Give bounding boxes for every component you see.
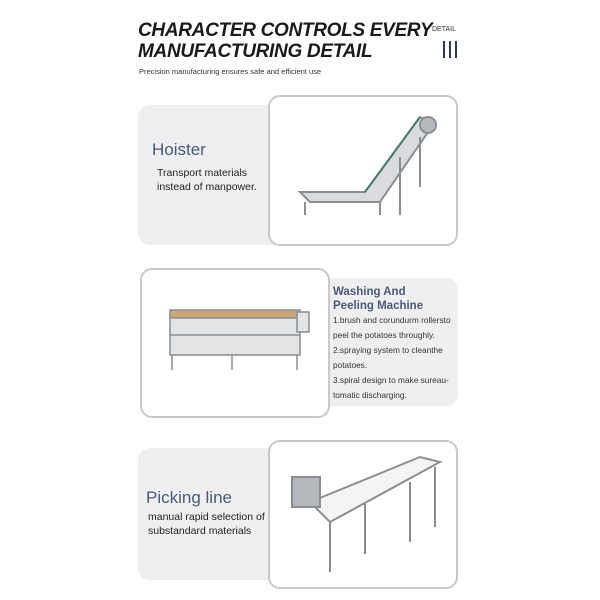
description-line: 1.brush and corundurm rollersto: [333, 315, 451, 325]
hoister-description: [157, 166, 257, 194]
description-line: potatoes.: [333, 360, 368, 370]
description-line: manual rapid selection of: [148, 511, 265, 523]
heading-line: Peeling Machine: [333, 300, 424, 312]
hoister-image-card: [268, 95, 458, 246]
picking-image-card: [268, 440, 458, 589]
description-line: tomatic discharging.: [333, 390, 407, 400]
heading-line: Washing And: [333, 286, 406, 298]
title-line-2: MANUFACTURING DETAIL: [138, 41, 373, 62]
washing-heading: [333, 285, 423, 313]
washing-machine-image: [142, 270, 328, 416]
detail-label: DETAIL: [432, 26, 456, 33]
title-line-1: CHARACTER CONTROLS EVERY: [138, 20, 433, 41]
detail-bars-icon: [443, 41, 457, 58]
description-line: substandard materials: [148, 525, 252, 537]
hoister-machine-image: [270, 97, 456, 244]
page-title: [138, 20, 432, 62]
picking-line-image: [270, 442, 456, 587]
subtitle: Precision manufacturing ensures safe and efficient use: [139, 67, 322, 76]
description-line: 2.spraying system to cleanthe: [333, 345, 443, 355]
description-line: instead of manpower.: [157, 181, 257, 193]
description-line: peel the potatoes throughly.: [333, 330, 435, 340]
picking-description: [148, 510, 265, 538]
description-line: 3.spiral design to make sureau-: [333, 375, 449, 385]
description-line: Transport materials: [157, 167, 248, 179]
washing-description: [333, 313, 451, 403]
washing-image-card: [140, 268, 330, 418]
hoister-heading: Hoister: [152, 140, 206, 159]
picking-heading: Picking line: [146, 488, 232, 507]
